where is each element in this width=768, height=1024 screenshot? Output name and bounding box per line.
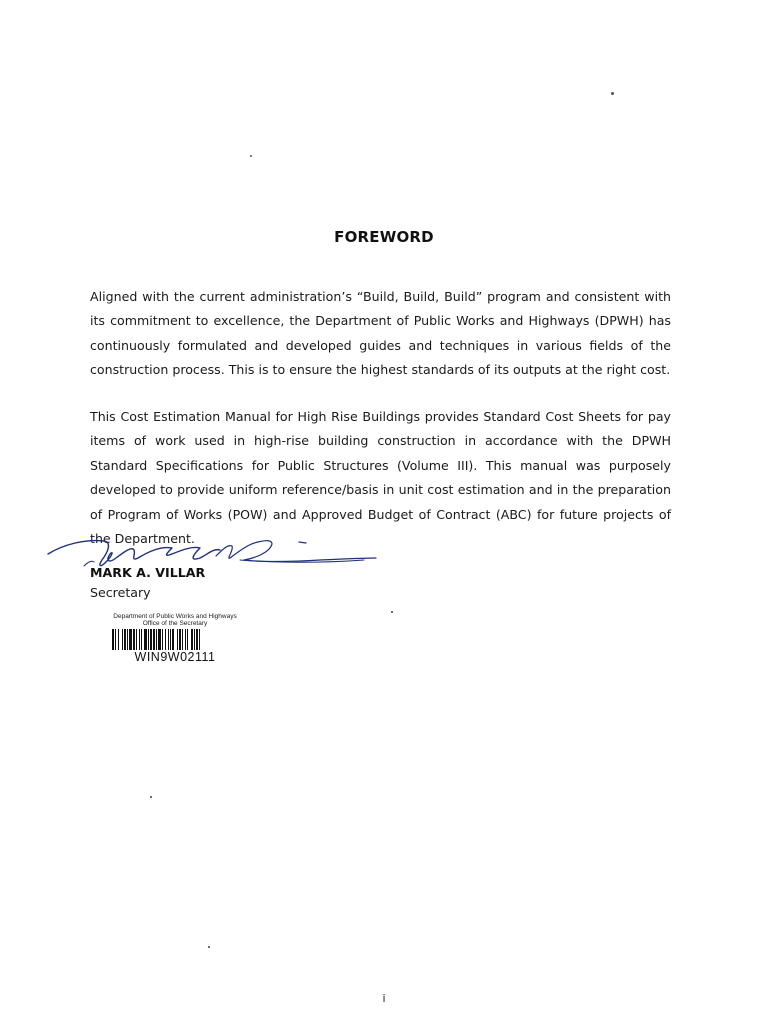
receiving-stamp	[95, 613, 255, 664]
foreword-paragraph-1: Aligned with the current administration’s “Build, Build, Build” program and consistent with its commitment to excellence, the Department of Public Works and Highways (DPWH) has continuously formulated and developed guides and techniques in various fields of the construction process. This is to ensure the highest standards of its outputs at the right cost.	[90, 289, 671, 378]
barcode-number: WIN9W02111	[134, 650, 216, 664]
page-number: i	[382, 992, 386, 1005]
barcode-icon	[112, 629, 238, 650]
scan-speck	[208, 946, 210, 948]
scan-speck	[611, 92, 614, 95]
stamp-department-line: Department of Public Works and Highways	[113, 613, 237, 620]
page-title: FOREWORD	[334, 228, 434, 246]
stamp-office-line: Office of the Secretary	[142, 620, 208, 627]
signatory-position: Secretary	[90, 585, 151, 600]
signatory-name: MARK A. VILLAR	[90, 565, 206, 580]
scan-speck	[150, 796, 152, 798]
foreword-paragraph-2: This Cost Estimation Manual for High Rise Buildings provides Standard Cost Sheets for pay items of work used in high-rise building construction in accordance with the DPWH Standard Specifications for Public Structures (Volume III). This manual was purposely developed to provide uniform reference/basis in unit cost estimation and in the preparation of Program of Works (POW) and Approved Budget of Contract (ABC) for future projects of the Department.	[90, 409, 671, 547]
scan-speck	[250, 155, 252, 157]
scan-speck	[391, 611, 393, 613]
